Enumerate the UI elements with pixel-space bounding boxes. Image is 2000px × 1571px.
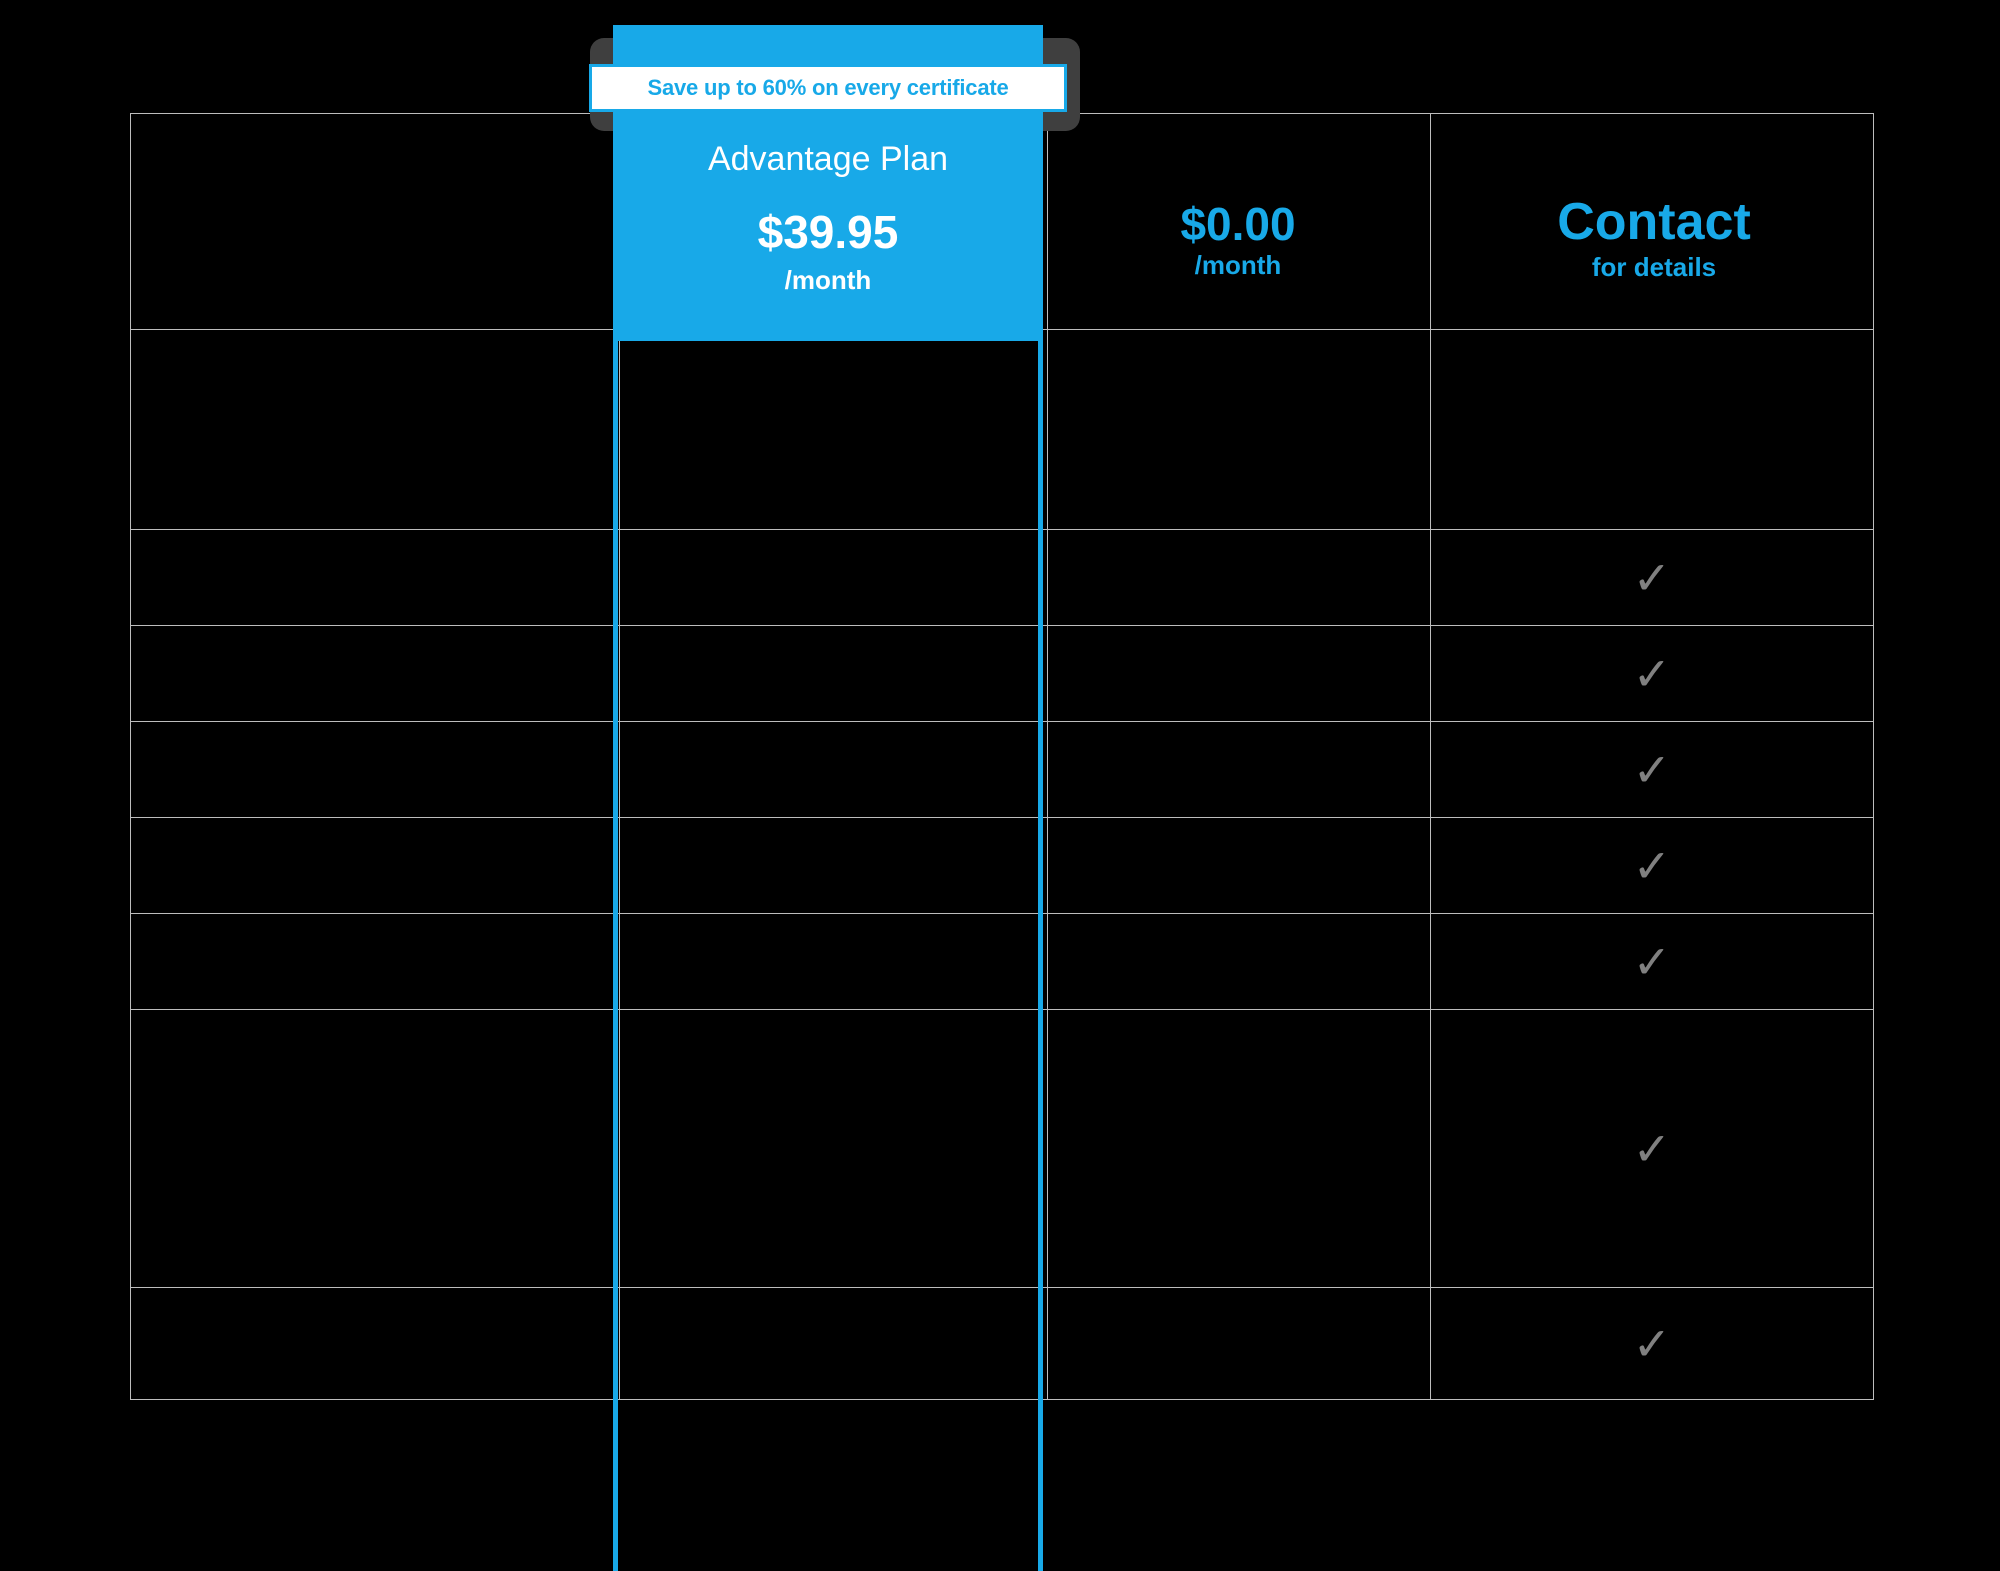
- table-row: [131, 330, 1874, 530]
- cell-free: [1047, 626, 1430, 722]
- cell-free: [1047, 1010, 1430, 1288]
- cell-enterprise: [1430, 626, 1873, 722]
- cell-free: [1047, 330, 1430, 530]
- cell-advantage: [619, 914, 1047, 1010]
- savings-badge-label: Save up to 60% on every certificate: [647, 75, 1009, 100]
- table-row: [131, 1288, 1874, 1400]
- enterprise-plan-period: for details: [1591, 251, 1717, 282]
- check-icon: ✓: [1632, 551, 1672, 604]
- cell-enterprise: [1430, 330, 1873, 530]
- cell-free: [1047, 530, 1430, 626]
- cell-advantage: [619, 818, 1047, 914]
- cell-enterprise: [1430, 914, 1873, 1010]
- table-row: [131, 626, 1874, 722]
- table-row: [131, 914, 1874, 1010]
- table-row: [131, 818, 1874, 914]
- feature-label: [131, 722, 620, 818]
- check-icon: ✓: [1632, 1317, 1672, 1370]
- feature-label: [131, 530, 620, 626]
- free-plan-period: /month: [1194, 250, 1282, 281]
- enterprise-plan-header: [1434, 195, 1874, 283]
- savings-badge: [589, 64, 1067, 112]
- advantage-plan-period: /month: [784, 265, 872, 295]
- cell-advantage: [619, 1288, 1047, 1400]
- cell-advantage: [619, 330, 1047, 530]
- cell-advantage: [619, 626, 1047, 722]
- cell-enterprise: [1430, 1010, 1873, 1288]
- free-plan-price: $0.00: [1180, 198, 1296, 250]
- cell-free: [1047, 722, 1430, 818]
- table-row: [131, 722, 1874, 818]
- cell-enterprise: [1430, 1288, 1873, 1400]
- cell-advantage: [619, 1010, 1047, 1288]
- feature-label: [131, 914, 620, 1010]
- cell-advantage: [619, 530, 1047, 626]
- check-icon: ✓: [1632, 743, 1672, 796]
- cell-free: [1047, 1288, 1430, 1400]
- header-cell-feature: [131, 114, 620, 330]
- feature-label: [131, 330, 620, 530]
- feature-label: [131, 818, 620, 914]
- feature-label: [131, 1288, 620, 1400]
- feature-label: [131, 626, 620, 722]
- table-row: [131, 530, 1874, 626]
- table-row: [131, 1010, 1874, 1288]
- free-plan-header: [1048, 200, 1428, 281]
- check-icon: ✓: [1632, 647, 1672, 700]
- feature-label: [131, 1010, 620, 1288]
- advantage-plan-price: $39.95: [757, 206, 899, 258]
- cell-enterprise: [1430, 722, 1873, 818]
- cell-free: [1047, 818, 1430, 914]
- check-icon: ✓: [1632, 839, 1672, 892]
- check-icon: ✓: [1632, 935, 1672, 988]
- cell-enterprise: [1430, 530, 1873, 626]
- advantage-plan-name: Advantage Plan: [707, 140, 949, 178]
- check-icon: ✓: [1632, 1122, 1672, 1175]
- cell-advantage: [619, 722, 1047, 818]
- enterprise-plan-price: Contact: [1557, 193, 1751, 251]
- cell-free: [1047, 914, 1430, 1010]
- cell-enterprise: [1430, 818, 1873, 914]
